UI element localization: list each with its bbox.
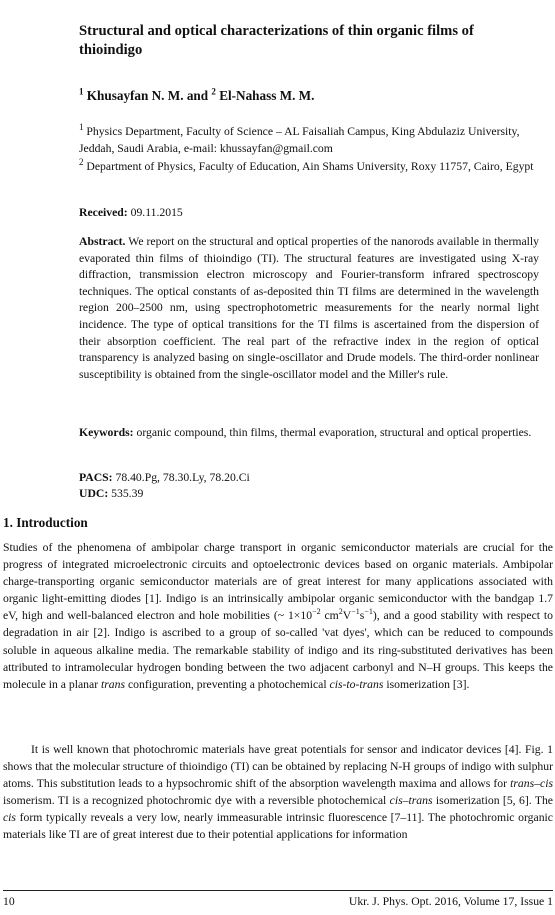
p2-text-b: isomerism. TI is a recognized photochromic dye with a reversible photochemical [3,794,390,808]
paragraph-2 [3,741,553,844]
affiliation-2-text: Department of Physics, Faculty of Education, Ain Shams University, Roxy 11757, Cairo, Egypt [83,160,534,173]
keywords-text: organic compound, thin films, thermal evaporation, structural and optical properties. [133,426,532,439]
abstract [79,234,539,383]
received-date [79,206,539,219]
p1-text-d: s [359,609,365,623]
p1-text-a: Studies of the phenomena of ambipolar charge transport in organic semiconductor materials are crucial for the progress of integrated microelectronic circuits and optoelectronic devices based on organic materials. Ambipolar charge-transporting organic semiconductor materials are of great interest for many applications associated with organic light-emitting diodes [1]. Indigo is an intrinsically ambipolar organic semiconductor with the bandgap 1.7 eV, high and well-balanced electron and hole mobilities (~ 1×10 [3,541,553,623]
p2-text-c: isomerization [5, 6]. The [432,794,553,808]
udc-line [79,486,539,502]
udc-label: UDC: [79,487,109,500]
keywords-label: Keywords: [79,426,134,439]
author-2-name: El-Nahass M. M. [215,88,315,103]
received-label: Received: [79,206,128,219]
p1-italic-2: cis-to-trans [329,677,384,691]
journal-reference: Ukr. J. Phys. Opt. 2016, Volume 17, Issue 1 [348,895,553,908]
keywords [79,425,539,442]
p2-italic-3: cis [3,811,16,825]
author-line [79,88,539,104]
footer-rule [3,890,553,891]
affiliation-1-index: 1 [79,122,84,133]
author-2-index: 2 [211,86,216,97]
p2-text-a: It is well known that photochromic materials have great potentials for sensor and indicator devices [4]. Fig. 1 shows that the molecular structure of thioindigo (TI) can be obtained by replacing N-H groups of indigo with sulphur atoms. This substitution leads to a hypsochromic shift of the absorption wavelength maxima and allows for [3,743,553,791]
page-number: 10 [3,895,15,908]
p1-sup-1: −2 [312,607,321,617]
affiliation-2 [79,159,539,176]
p2-italic-1: trans–cis [510,777,553,791]
p1-text-c: V [342,609,352,623]
p2-text-d: form typically reveals a very low, nearly immeasurable intrinsic fluorescence [7–11]. The photochromic organic materials like TI are of great interest due to their potential applications for information [3,811,553,842]
paragraph-1 [3,539,553,693]
received-value: 09.11.2015 [127,206,183,219]
affiliation-1-text: Physics Department, Faculty of Science – AL Faisaliah Campus, King Abdulaziz University, Jeddah, Saudi Arabia, e-mail: khussayfan@gmail.com [79,125,520,155]
pacs-line [79,470,539,486]
section-heading: 1. Introduction [3,515,88,530]
udc-value: 535.39 [108,487,144,500]
p1-italic-1: trans [101,677,126,691]
abstract-label: Abstract. [79,235,126,248]
p1-sup-2: 2 [338,607,343,617]
author-1-index: 1 [79,86,84,97]
p1-text-f: configuration, preventing a photochemical [125,677,330,691]
abstract-text: We report on the structural and optical properties of the nanorods available in thermally evaporated thin films of thioindigo (TI). The structural features are investigated using X-ray diffraction, transmission electron microscopy and Fourier-transform infrared spectroscopy techniques. The optical constants of as-deposited thin TI films are determined in the wavelength region 200–2500 nm, using spectrophotometric measurements for the nearly normal light incidence. The type of optical transitions for the TI films is ascertained from the dispersion of their absorption coefficient. The real part of the refractive index in the region of optical transparency is analyzed basing on single-oscillator and Drude models. The third-order nonlinear susceptibility is obtained from the single-oscillator model and the Miller's rule. [79,235,539,381]
author-1-name: Khusayfan N. M. and [83,88,212,103]
p2-italic-2: cis–trans [389,794,433,808]
p1-text-e: ), and a good stability with respect to degradation in air [2]. Indigo is ascribed to a group of so-called 'vat dyes', which can be reduced to compounds soluble in aqueous alkaline media. The remarkable stability of indigo and its ring-substituted derivatives has been attributed to intramolecular hydrogen bonding between the two adjacent carbonyl and N–H groups. This keeps the molecule in a planar [3,609,554,691]
affiliation-2-index: 2 [79,157,84,168]
paper-title: Structural and optical characterizations of thin organic films of thioindigo [79,23,474,58]
p1-sup-3: −1 [351,607,360,617]
p1-text-g: isomerization [3]. [383,677,470,691]
p1-text-b: cm [320,609,339,623]
classification-codes [79,470,539,502]
p1-sup-4: −1 [364,607,373,617]
pacs-label: PACS: [79,471,113,484]
affiliation-1 [79,124,539,157]
pacs-value: 78.40.Pg, 78.30.Ly, 78.20.Ci [112,471,250,484]
